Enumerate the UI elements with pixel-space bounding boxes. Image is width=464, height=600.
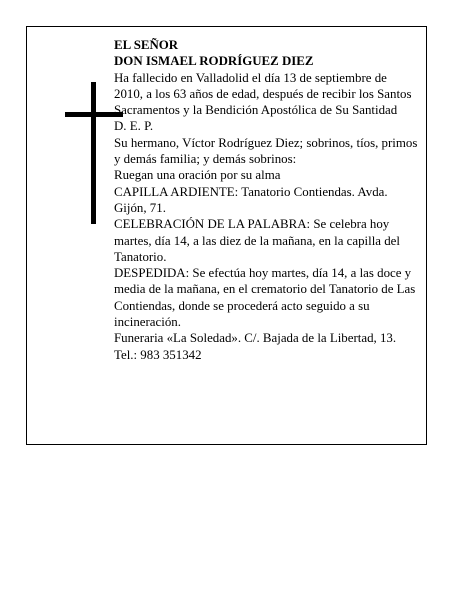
farewell-info: DESPEDIDA: Se efectúa hoy martes, día 14, a las doce y media de la mañana, en el crematorio del Tanatorio de Las Contiendas, donde se procederá acto seguido a su incineración.: [114, 266, 416, 330]
obituary-text: [114, 37, 419, 363]
dep-line: D. E. P.: [114, 119, 154, 134]
cross-vertical-bar: [91, 82, 96, 224]
chapel-info: CAPILLA ARDIENTE: Tanatorio Contiendas. Avda. Gijón, 71.: [114, 184, 388, 215]
death-announcement: Ha fallecido en Valladolid el día 13 de septiembre de 2010, a los 63 años de edad, después de recibir los Santos Sacramentos y la Bendición Apostólica de Su Santidad: [114, 70, 412, 118]
family-line: Su hermano, Víctor Rodríguez Diez; sobrinos, tíos, primos y demás familia; y demás sobrinos:: [114, 135, 418, 167]
prayer-line: Ruegan una oración por su alma: [114, 168, 281, 183]
deceased-name: DON ISMAEL RODRÍGUEZ DIEZ: [114, 54, 314, 69]
celebration-info: CELEBRACIÓN DE LA PALABRA: Se celebra hoy martes, día 14, a las diez de la mañana, en la capilla del Tanatorio.: [114, 217, 400, 264]
notice-title: EL SEÑOR: [114, 38, 179, 52]
funeral-home-info: Funeraria «La Soledad». C/. Bajada de la Libertad, 13. Tel.: 983 351342: [114, 331, 397, 362]
